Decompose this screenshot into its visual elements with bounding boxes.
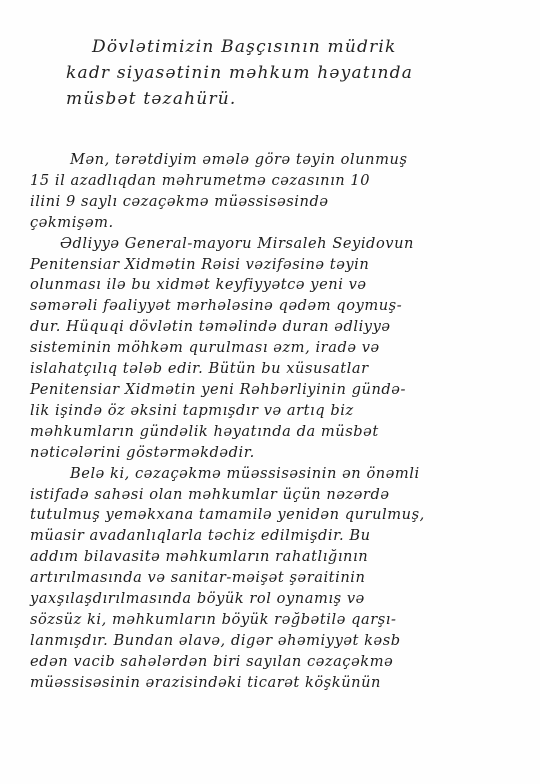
body-line: edən vacib sahələrdən biri sayılan cəzaçəkmə <box>30 652 394 670</box>
body-line: müəssisəsinin ərazisindəki ticarət köşkünün <box>30 673 381 691</box>
body-line: Penitensiar Xidmətin yeni Rəhbərliyinin gündə- <box>30 380 406 398</box>
body-line: Penitensiar Xidmətin Rəisi vəzifəsinə təyin <box>30 255 370 273</box>
body-line: məhkumların gündəlik həyatında da müsbət <box>30 422 379 440</box>
body-line: tutulmuş yeməkxana tamamilə yenidən qurulmuş, <box>30 506 425 524</box>
body-line: Mən, tərətdiyim əmələ görə təyin olunmuş <box>70 151 408 168</box>
body-line: çəkmişəm. <box>30 213 114 231</box>
body-line: 15 il azadlıqdan məhrumetmə cəzasının 10 <box>30 171 371 189</box>
body-line: istifadə sahəsi olan məhkumlar üçün nəzərdə <box>30 485 390 503</box>
title-line-2: kadr siyasətinin məhkum həyatında <box>66 63 414 83</box>
letter-body <box>30 150 520 694</box>
body-line: olunması ilə bu xidmət keyfiyyətcə yeni və <box>30 276 367 294</box>
body-line: sözsüz ki, məhkumların böyük rəğbətilə qarşı- <box>30 610 397 628</box>
body-line: ilini 9 saylı cəzaçəkmə müəssisəsində <box>30 192 329 210</box>
body-line: nəticələrini göstərməkdədir. <box>30 443 255 461</box>
body-line: lanmışdır. Bundan əlavə, digər əhəmiyyət kəsb <box>30 631 401 649</box>
body-line: sisteminin möhkəm qurulması əzm, iradə və <box>30 339 380 357</box>
title-line-3: müsbət təzahürü. <box>66 89 237 109</box>
body-line: dur. Hüquqi dövlətin təməlində duran ədliyyə <box>30 318 391 336</box>
body-line: artırılmasında və sanitar-məişət şəraitinin <box>30 569 366 587</box>
body-line: Belə ki, cəzaçəkmə müəssisəsinin ən önəmli <box>70 464 420 482</box>
body-line: islahatçılıq tələb edir. Bütün bu xüsusatlar <box>30 360 369 378</box>
body-line: müasir avadanlıqlarla təchiz edilmişdir. Bu <box>30 527 371 545</box>
title-line-1: Dövlətimizin Başçısının müdrik <box>92 37 397 57</box>
body-line: addım bilavasitə məhkumların rahatlığının <box>30 548 369 566</box>
body-line: lik işində öz əksini tapmışdır və artıq biz <box>30 401 354 419</box>
letter-title <box>40 34 510 112</box>
body-line: yaxşılaşdırılmasında böyük rol oynamış və <box>30 590 365 608</box>
body-line: səmərəli fəaliyyət mərhələsinə qədəm qoymuş- <box>30 297 403 315</box>
body-line: Ədliyyə General-mayoru Mirsaleh Seyidovun <box>60 234 414 252</box>
